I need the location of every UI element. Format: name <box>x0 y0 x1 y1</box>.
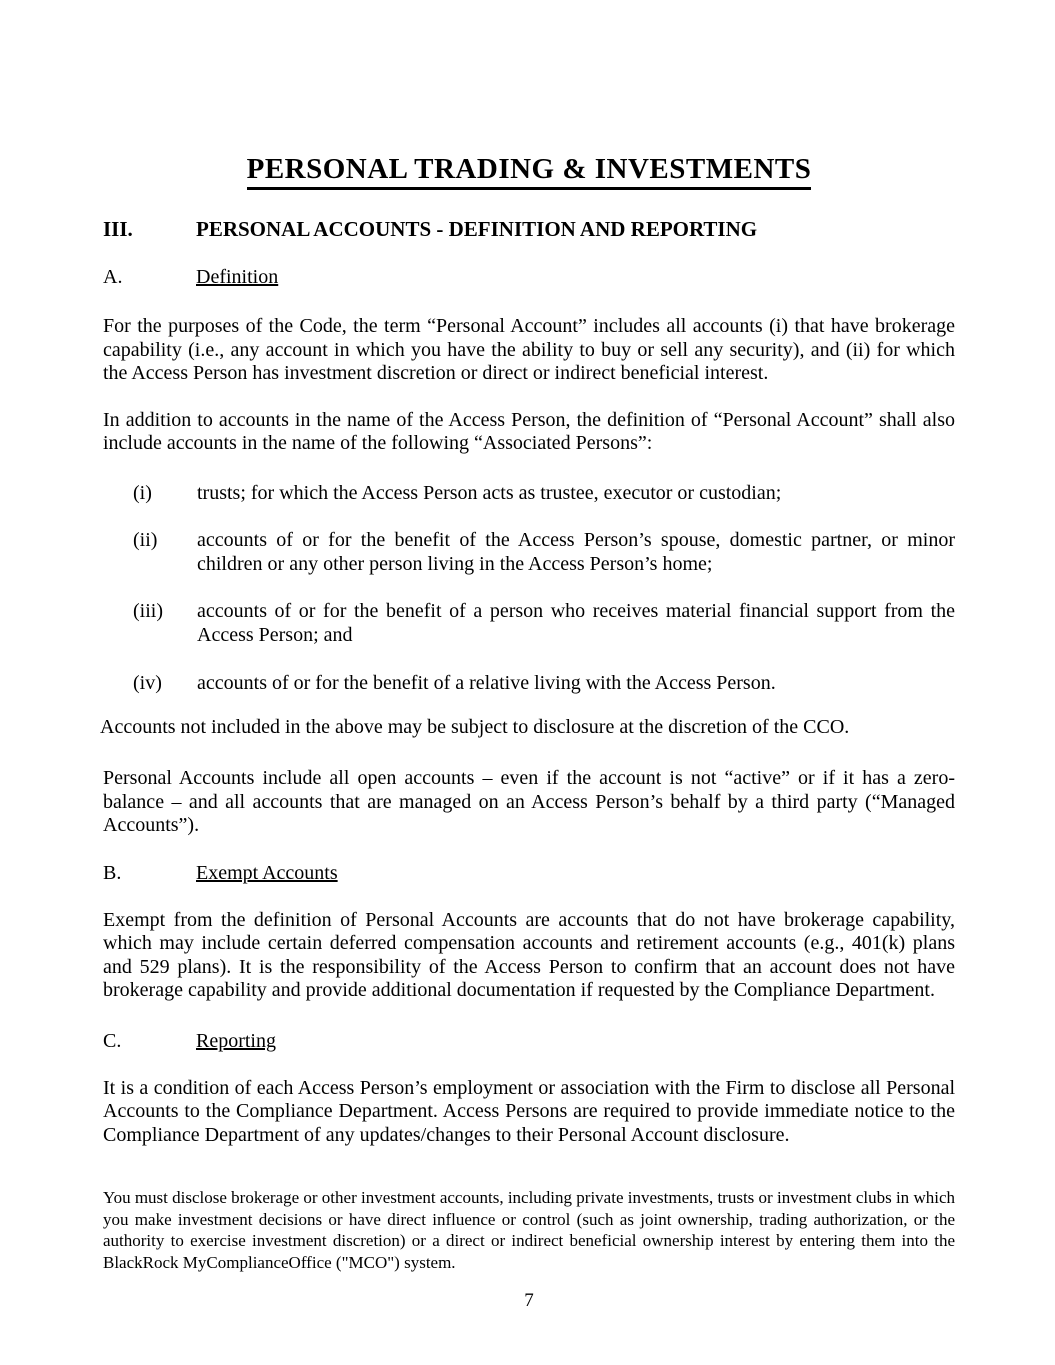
definition-paragraph-4: Personal Accounts include all open accounts – even if the account is not “active” or if it has a zero-balance – and all accounts that are managed on an Access Person’s behalf by a third party (“Managed Accounts”). <box>103 767 955 836</box>
definition-paragraph-1: For the purposes of the Code, the term “Personal Account” includes all accounts (i) that have brokerage capability (i.e., any account in which you have the ability to buy or sell any security), and (ii) for which the Access Person has investment discretion or direct or indirect beneficial interest. <box>103 315 955 384</box>
list-item-iv <box>133 672 955 696</box>
page-title-text: PERSONAL TRADING & INVESTMENTS <box>247 152 812 190</box>
list-item-iii <box>133 600 955 647</box>
list-item-iii-text: accounts of or for the benefit of a person who receives material financial support from the Access Person; and <box>197 600 955 646</box>
subheading-exempt-accounts <box>103 862 955 885</box>
list-item-ii <box>133 529 955 576</box>
definition-paragraph-2: In addition to accounts in the name of the Access Person, the definition of “Personal Account” shall also include accounts in the name of the following “Associated Persons”: <box>103 408 955 454</box>
subheading-definition <box>103 266 955 289</box>
page-title <box>103 152 955 190</box>
section-label: III. <box>103 217 133 241</box>
subheading-reporting <box>103 1030 955 1053</box>
list-item-iv-text: accounts of or for the benefit of a relative living with the Access Person. <box>197 672 776 694</box>
list-item-iv-label: (iv) <box>133 672 162 694</box>
subheading-exempt-title: Exempt Accounts <box>196 861 338 884</box>
list-item-iii-label: (iii) <box>133 600 163 622</box>
definition-paragraph-3: Accounts not included in the above may be subject to disclosure at the discretion of the CCO. <box>100 715 850 738</box>
section-heading <box>103 218 955 241</box>
list-item-i <box>133 482 955 506</box>
list-item-i-label: (i) <box>133 481 152 504</box>
subheading-exempt-label: B. <box>103 861 122 884</box>
page-number: 7 <box>524 1290 534 1311</box>
subheading-definition-title: Definition <box>196 266 279 288</box>
subheading-reporting-title: Reporting <box>196 1029 276 1052</box>
subheading-definition-label: A. <box>103 266 123 288</box>
footnote-text: You must disclose brokerage or other investment accounts, including private investments, trusts or investment clubs in which you make investment decisions or have direct influence or control (such as joint ownership, trading authorization, or the authority to exercise investment discretion) or a direct or indirect beneficial ownership interest by entering them into the BlackRock MyComplianceOffice ("MCO") system. <box>103 1188 955 1272</box>
list-item-ii-text: accounts of or for the benefit of the Access Person’s spouse, domestic partner, or minor children or any other person living in the Access Person’s home; <box>197 529 955 575</box>
subheading-reporting-label: C. <box>103 1029 122 1052</box>
reporting-paragraph-1: It is a condition of each Access Person’s employment or association with the Firm to disclose all Personal Accounts to the Compliance Department. Access Persons are required to provide immediate notice to the Compliance Department of any updates/changes to their Personal Account disclosure. <box>103 1076 955 1146</box>
list-item-i-text: trusts; for which the Access Person acts as trustee, executor or custodian; <box>197 481 782 504</box>
exempt-paragraph-1: Exempt from the definition of Personal Accounts are accounts that do not have brokerage capability, which may include certain deferred compensation accounts and retirement accounts (e.g., 401(k) plans and 529 plans). It is the responsibility of the Access Person to confirm that an account does not have brokerage capability and provide additional documentation if requested by the Compliance Department. <box>103 908 955 1001</box>
list-item-ii-label: (ii) <box>133 529 158 551</box>
section-heading-text: PERSONAL ACCOUNTS - DEFINITION AND REPORTING <box>196 217 758 241</box>
